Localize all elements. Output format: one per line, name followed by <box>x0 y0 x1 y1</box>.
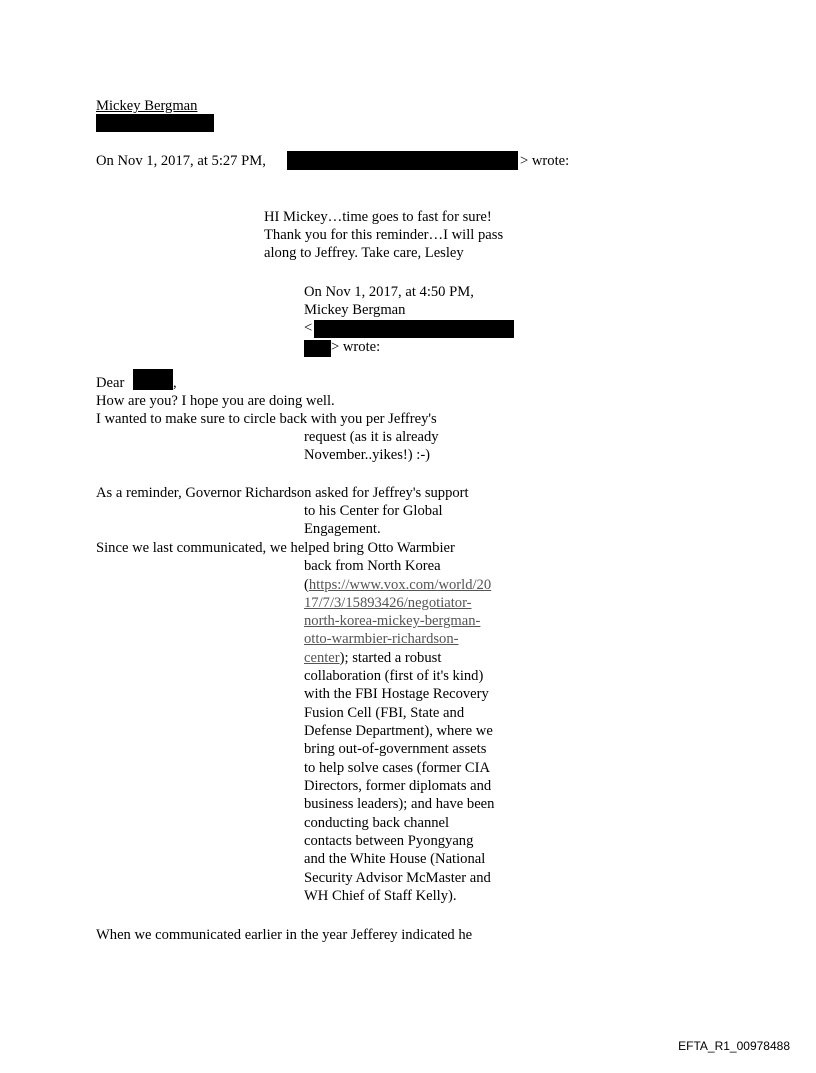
link-line-5 <box>304 649 441 667</box>
p3-rest-10: contacts between Pyongyang <box>304 833 474 849</box>
redacted-recipient <box>133 369 173 390</box>
reply-header-suffix: > wrote: <box>520 153 570 169</box>
vox-article-link-cont[interactable]: otto-warmbier-richardson- <box>304 631 459 647</box>
p3-rest-11: and the White House (National <box>304 851 486 867</box>
quoted-header-wrote: > wrote: <box>331 339 381 355</box>
p3-rest-1: collaboration (first of it's kind) <box>304 668 484 684</box>
sender-name: Mickey Bergman <box>96 98 198 114</box>
p3-rest-5: bring out-of-government assets <box>304 741 487 757</box>
link-line-4 <box>304 630 459 648</box>
reply-line-1: HI Mickey…time goes to fast for sure! <box>264 209 492 225</box>
p1-line-3: request (as it is already <box>304 429 439 445</box>
p3-rest-13: WH Chief of Staff Kelly). <box>304 888 457 904</box>
vox-article-link-end[interactable]: center <box>304 650 340 666</box>
link-open-paren: ( <box>304 577 309 593</box>
p1-line-4: November..yikes!) :-) <box>304 447 431 463</box>
vox-article-link[interactable]: https://www.vox.com/world/20 <box>308 577 492 593</box>
p1-line-2: I wanted to make sure to circle back with you per Jeffrey's <box>96 411 437 427</box>
p3-rest-8: business leaders); and have been <box>304 796 495 812</box>
quoted-header-open: < <box>304 320 313 336</box>
p3-rest-3: Fusion Cell (FBI, State and <box>304 705 465 721</box>
greeting-suffix: , <box>173 375 177 391</box>
link-line-2 <box>304 594 472 612</box>
p3-line-2: back from North Korea <box>304 558 441 574</box>
p2-line-3: Engagement. <box>304 521 381 537</box>
p3-rest-6: to help solve cases (former CIA <box>304 760 491 776</box>
redacted-quoted-email <box>314 320 514 338</box>
vox-article-link-cont[interactable]: 17/7/3/15893426/negotiator- <box>304 595 472 611</box>
vox-article-link-cont[interactable]: north-korea-mickey-bergman- <box>304 613 481 629</box>
reply-line-3: along to Jeffrey. Take care, Lesley <box>264 245 464 261</box>
redacted-sender <box>287 151 518 170</box>
quoted-header-name: Mickey Bergman <box>304 302 406 318</box>
redacted-email <box>96 114 214 132</box>
reply-line-2: Thank you for this reminder…I will pass <box>264 227 504 243</box>
link-line-3 <box>304 612 480 630</box>
p2-line-1: As a reminder, Governor Richardson asked for Jeffrey's support <box>96 485 469 501</box>
p1-line-1: How are you? I hope you are doing well. <box>96 393 335 409</box>
p2-line-2: to his Center for Global <box>304 503 443 519</box>
p3-rest-9: conducting back channel <box>304 815 450 831</box>
p3-rest-12: Security Advisor McMaster and <box>304 870 491 886</box>
p3-rest-4: Defense Department), where we <box>304 723 493 739</box>
greeting: Dear <box>96 375 125 391</box>
p3-rest-7: Directors, former diplomats and <box>304 778 492 794</box>
p3-rest-2: with the FBI Hostage Recovery <box>304 686 489 702</box>
document-id: EFTA_R1_00978488 <box>678 1039 790 1053</box>
quoted-header-date: On Nov 1, 2017, at 4:50 PM, <box>304 284 474 300</box>
p4-line-1: When we communicated earlier in the year Jefferey indicated he <box>96 927 473 943</box>
link-line-1 <box>304 576 491 594</box>
redacted-quoted-email-tail <box>304 340 331 357</box>
reply-header-prefix: On Nov 1, 2017, at 5:27 PM, <box>96 153 266 169</box>
p3-line-1: Since we last communicated, we helped bring Otto Warmbier <box>96 540 455 556</box>
link-after-text: ); started a robust <box>339 650 442 666</box>
